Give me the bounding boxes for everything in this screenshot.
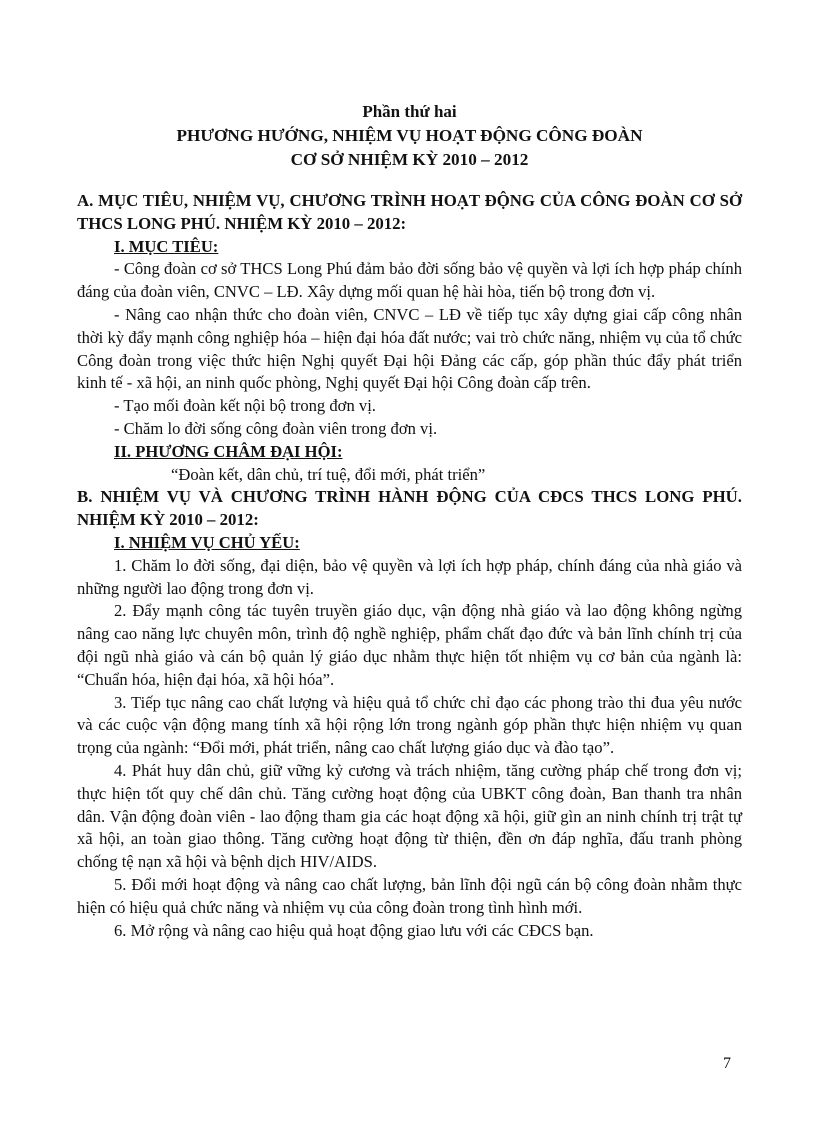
section-b-heading: B. NHIỆM VỤ VÀ CHƯƠNG TRÌNH HÀNH ĐỘNG CỦA CĐCS THCS LONG PHÚ. NHIỆM KỲ 2010 – 2012:: [77, 487, 742, 530]
section-a-sub2-label: II. PHƯƠNG CHÂM ĐẠI HỘI:: [114, 441, 343, 461]
section-b-item: 4. Phát huy dân chủ, giữ vững kỷ cương và trách nhiệm, tăng cường pháp chế trong đơn vị; thực hiện tốt quy chế dân chủ. Tăng cường hoạt động của UBKT công đoàn, Ban thanh tra nhân dân. Vận động đoàn viên - lao động tham gia các hoạt động xã hội, giữ gìn an ninh chính trị trật tự xã hội, an toàn giao thông. Tăng cường hoạt động từ thiện, đền ơn đáp nghĩa, đấu tranh phòng chống tệ nạn xã hội và bệnh dịch HIV/AIDS.: [77, 760, 742, 872]
section-b-item: 5. Đổi mới hoạt động và nâng cao chất lượng, bản lĩnh đội ngũ cán bộ công đoàn nhằm thực hiện có hiệu quả chức năng và nhiệm vụ của công đoàn trong tình hình mới.: [77, 874, 742, 917]
document-title-line-2: CƠ SỞ NHIỆM KỲ 2010 – 2012: [290, 150, 529, 169]
page-number: 7: [723, 1055, 731, 1072]
section-a-item: - Tạo mối đoàn kết nội bộ trong đơn vị.: [114, 396, 376, 416]
section-a-item: - Công đoàn cơ sở THCS Long Phú đảm bảo đời sống bảo vệ quyền và lợi ích hợp pháp chính đáng của đoàn viên, CNVC – LĐ. Xây dựng mối quan hệ hài hòa, tiến bộ trong đơn vị.: [77, 259, 742, 302]
section-a-item: - Nâng cao nhận thức cho đoàn viên, CNVC – LĐ về tiếp tục xây dựng giai cấp công nhân thời kỳ đẩy mạnh công nghiệp hóa – hiện đại hóa đất nước; vai trò chức năng, nhiệm vụ của tổ chức Công đoàn trong việc thức hiện Nghị quyết Đại hội Đảng các cấp, góp phần thúc đẩy phát triển kinh tế - xã hội, an ninh quốc phòng, Nghị quyết Đại hội Công đoàn cấp trên.: [77, 304, 742, 393]
document-page: [77, 100, 742, 942]
section-b-sub1-label: I. NHIỆM VỤ CHỦ YẾU:: [114, 532, 300, 552]
section-a-sub2: [77, 441, 742, 464]
section-b-item: 1. Chăm lo đời sống, đại diện, bảo vệ quyền và lợi ích hợp pháp, chính đáng của nhà giáo và những người lao động trong đơn vị.: [77, 555, 742, 598]
section-b-item: 3. Tiếp tục nâng cao chất lượng và hiệu quả tổ chức chỉ đạo các phong trào thi đua yêu nước và các cuộc vận động mang tính xã hội rộng lớn trong ngành góp phần thực hiện nhiệm vụ quan trọng của ngành: “Đổi mới, phát triển, nâng cao chất lượng giáo dục và đào tạo”.: [77, 692, 742, 758]
title-block: [77, 100, 742, 172]
section-b-sub1: [77, 532, 742, 555]
section-a-heading: A. MỤC TIÊU, NHIỆM VỤ, CHƯƠNG TRÌNH HOẠT ĐỘNG CỦA CÔNG ĐOÀN CƠ SỞ THCS LONG PHÚ. NHIỆM KỲ 2010 – 2012:: [77, 191, 742, 233]
document-title-line-1: PHƯƠNG HƯỚNG, NHIỆM VỤ HOẠT ĐỘNG CÔNG ĐOÀN: [176, 126, 643, 145]
section-b-item: 2. Đẩy mạnh công tác tuyên truyền giáo dục, vận động nhà giáo và lao động không ngừng nâng cao năng lực chuyên môn, trình độ nghề nghiệp, phẩm chất đạo đức và bản lĩnh chính trị của đội ngũ nhà giáo và cán bộ quản lý giáo dục nhằm thực hiện tốt nhiệm vụ cơ bản của ngành là: “Chuẩn hóa, hiện đại hóa, xã hội hóa”.: [77, 601, 742, 689]
section-b-item: 6. Mở rộng và nâng cao hiệu quả hoạt động giao lưu với các CĐCS bạn.: [114, 920, 594, 940]
section-a-sub1-label: I. MỤC TIÊU:: [114, 236, 219, 256]
section-a-sub1: [77, 236, 742, 259]
part-label: Phần thứ hai: [362, 102, 457, 121]
motto-quote: “Đoàn kết, dân chủ, trí tuệ, đổi mới, phát triển”: [171, 464, 486, 484]
section-a-item: - Chăm lo đời sống công đoàn viên trong đơn vị.: [114, 418, 438, 438]
